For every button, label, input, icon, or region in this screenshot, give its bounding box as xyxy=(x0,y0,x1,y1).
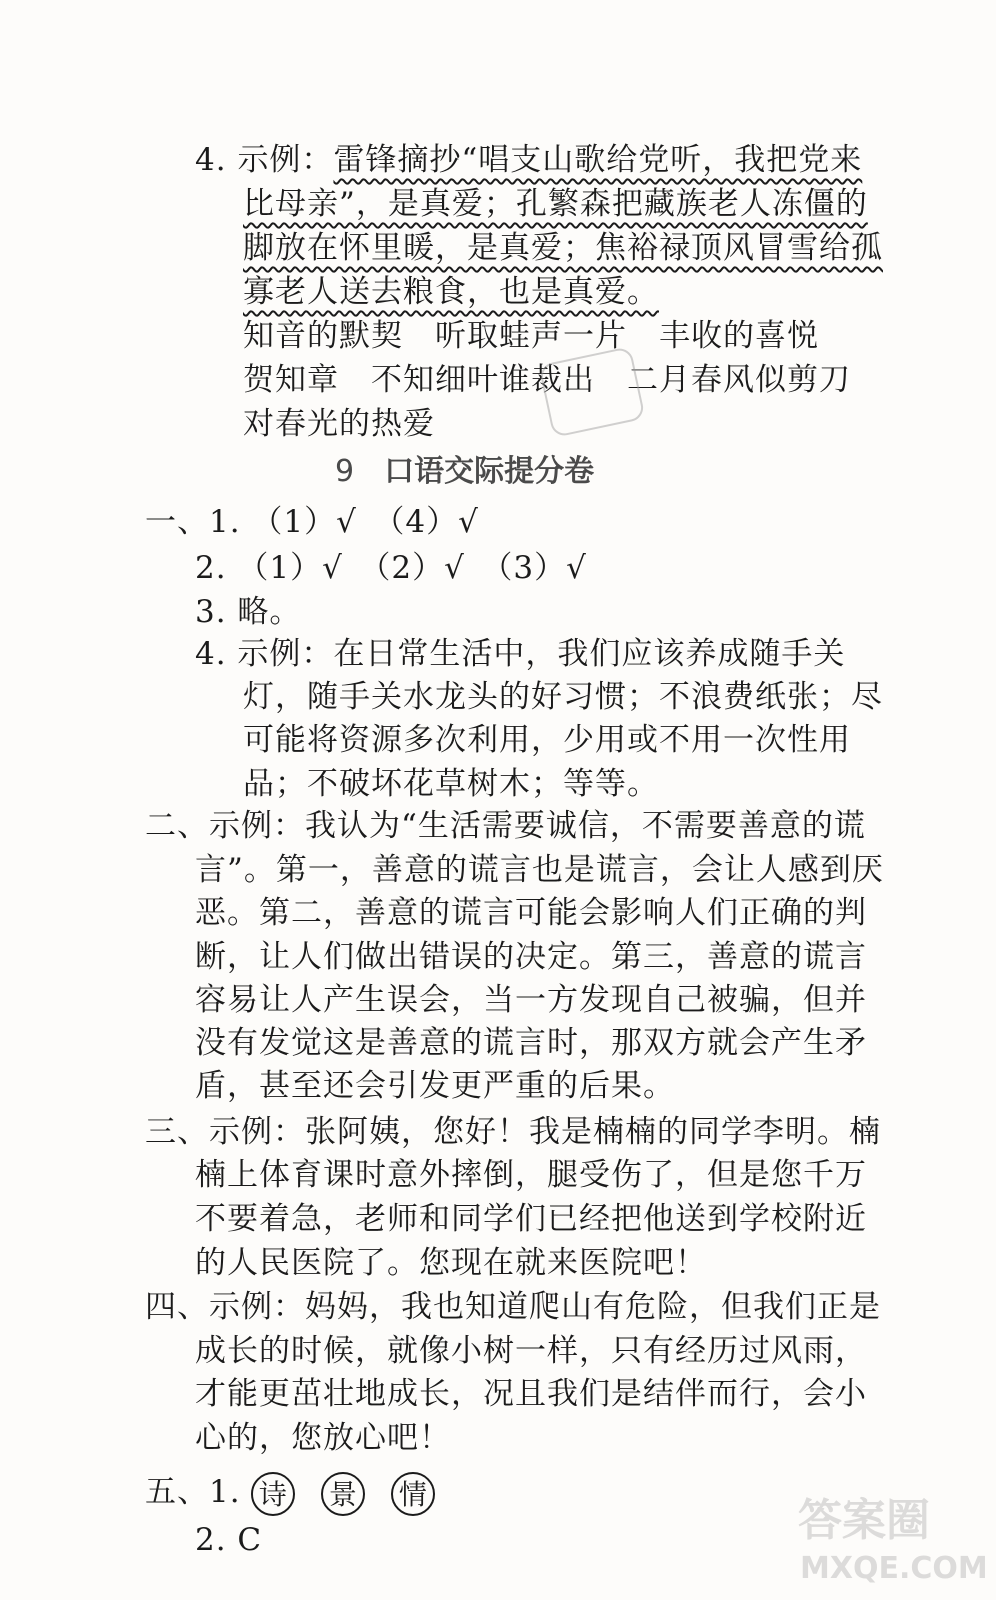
section-title: 口语交际提分卷 xyxy=(384,454,595,489)
p1-q3: 3. 略。 xyxy=(195,594,302,630)
p2-line3: 恶。第二，善意的谎言可能会影响人们正确的判 xyxy=(195,895,867,931)
p2-line1: 二、示例：我认为“生活需要诚信，不需要善意的谎 xyxy=(145,808,866,844)
mxqe-watermark xyxy=(790,1480,990,1590)
s8-q4-line4: 寡老人送去粮食，也是真爱。 xyxy=(243,274,659,310)
p2-line7: 盾，甚至还会引发更严重的后果。 xyxy=(195,1068,675,1104)
s8-q4-line3: 脚放在怀里暖，是真爱；焦裕禄顶风冒雪给孤 xyxy=(243,230,883,266)
watermark-text-2: MXQE.COM xyxy=(800,1551,988,1586)
p2-line6: 没有发觉这是善意的谎言时，那双方就会产生矛 xyxy=(195,1025,867,1061)
circled-char-3: 情 xyxy=(391,1472,435,1516)
s8-q4-number: 4. xyxy=(195,142,238,178)
p1-q1: 一、1. （1）√ （4）√ xyxy=(145,504,479,540)
s8-q4-line2: 比母亲”，是真爱；孔繁森把藏族老人冻僵的 xyxy=(243,186,868,222)
circled-char-2: 景 xyxy=(321,1472,365,1516)
s8-extra-line2: 贺知章 不知细叶谁裁出 二月春风似剪刀 xyxy=(243,362,851,398)
watermark-text-1: 答案圈 xyxy=(798,1495,930,1546)
section-number: 9 xyxy=(335,454,355,489)
p3-line3: 不要着急，老师和同学们已经把他送到学校附近 xyxy=(195,1201,867,1237)
p4-line2: 成长的时候，就像小树一样，只有经历过风雨， xyxy=(195,1333,867,1369)
s8-extra-line3: 对春光的热爱 xyxy=(243,406,435,442)
p5-q1-label: 五、1. xyxy=(145,1474,252,1510)
p2-line2: 言”。第一，善意的谎言也是谎言，会让人感到厌 xyxy=(195,852,884,888)
p3-line4: 的人民医院了。您现在就来医院吧！ xyxy=(195,1245,707,1281)
s8-q4-line1 xyxy=(195,138,862,182)
p3-line1: 三、示例：张阿姨，您好！我是楠楠的同学李明。楠 xyxy=(145,1114,881,1150)
p1-q2: 2. （1）√ （2）√ （3）√ xyxy=(195,550,587,586)
p2-line4: 断，让人们做出错误的决定。第三，善意的谎言 xyxy=(195,939,867,975)
p1-q4-line3: 可能将资源多次利用，少用或不用一次性用 xyxy=(243,722,851,758)
p5-q1 xyxy=(145,1470,461,1516)
p1-q4-line4: 品；不破坏花草树木；等等。 xyxy=(243,766,659,802)
p3-line2: 楠上体育课时意外摔倒，腿受伤了，但是您千万 xyxy=(195,1157,867,1193)
s8-extra-line1: 知音的默契 听取蛙声一片 丰收的喜悦 xyxy=(243,318,819,354)
p2-line5: 容易让人产生误会，当一方发现自己被骗，但并 xyxy=(195,982,867,1018)
s8-q4-label: 示例： xyxy=(237,142,334,178)
p5-q2: 2. C xyxy=(195,1522,263,1558)
section-heading xyxy=(335,450,594,494)
p1-q4-line1: 4. 示例：在日常生活中，我们应该养成随手关 xyxy=(195,636,846,672)
p4-line4: 心的，您放心吧！ xyxy=(195,1420,451,1456)
p4-line3: 才能更茁壮地成长，况且我们是结伴而行，会小 xyxy=(195,1376,867,1412)
p4-line1: 四、示例：妈妈，我也知道爬山有危险，但我们正是 xyxy=(145,1289,881,1325)
s8-q4-text-1: 雷锋摘抄“唱支山歌给党听，我把党来 xyxy=(333,142,863,178)
circled-char-1: 诗 xyxy=(251,1472,295,1516)
p1-q4-line2: 灯，随手关水龙头的好习惯；不浪费纸张；尽 xyxy=(243,679,883,715)
